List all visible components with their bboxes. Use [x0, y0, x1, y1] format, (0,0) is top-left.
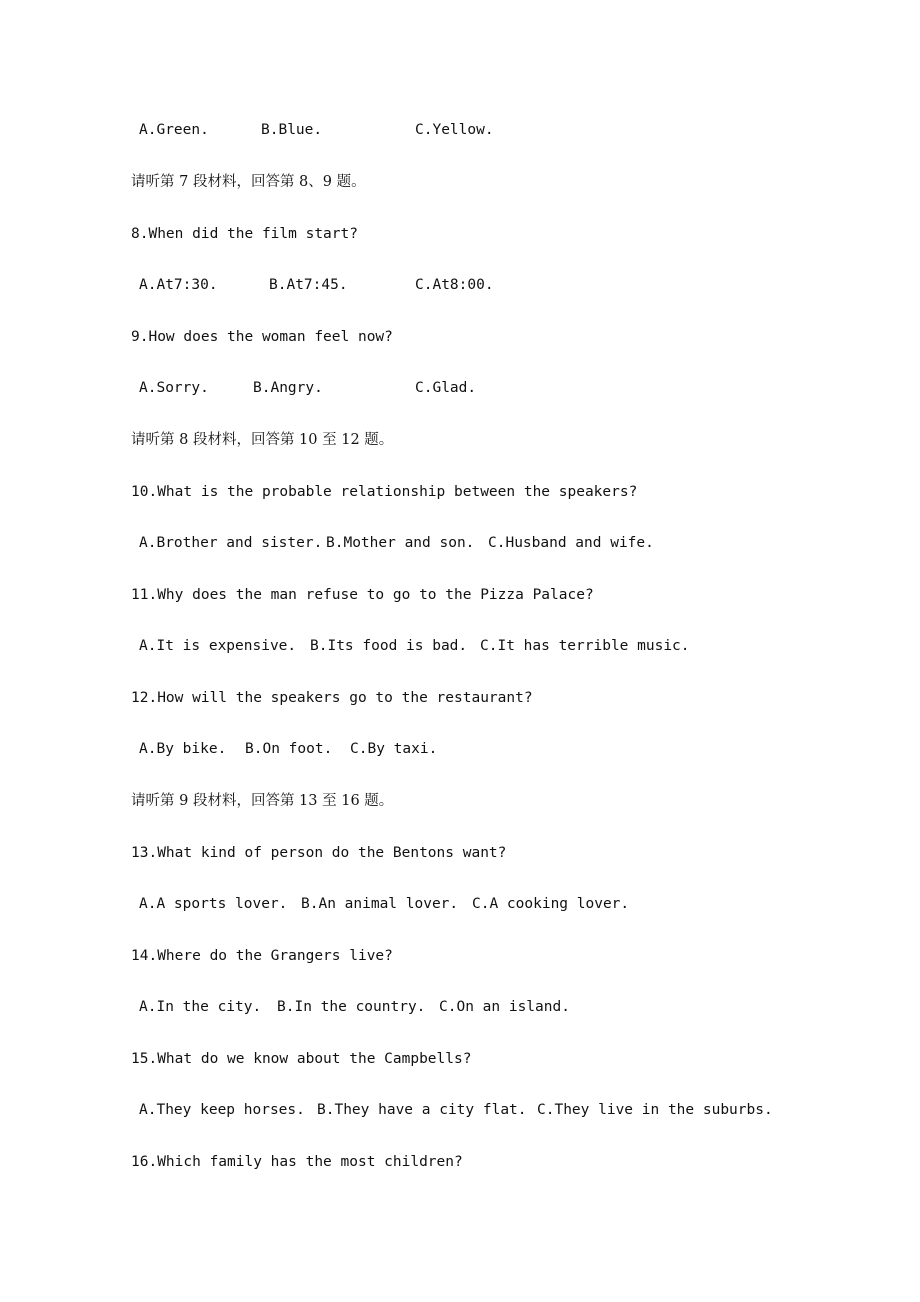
question-text: 14.Where do the Grangers live?: [131, 948, 393, 964]
section-instruction: 请听第 9 段材料，回答第 13 至 16 题。: [131, 793, 394, 809]
option-a: A.Sorry.: [139, 380, 209, 396]
option-c: C.At8:00.: [415, 277, 494, 293]
question-text: 12.How will the speakers go to the restaurant?: [131, 690, 533, 706]
option-b: B.Blue.: [261, 122, 323, 138]
option-c: C.By taxi.: [350, 741, 438, 757]
option-b: B.Angry.: [253, 380, 323, 396]
option-a: A.Brother and sister.: [139, 535, 323, 551]
question-text: 11.Why does the man refuse to go to the Pizza Palace?: [131, 587, 594, 603]
option-b: B.An animal lover.: [301, 896, 459, 912]
option-b: B.At7:45.: [269, 277, 348, 293]
question-text: 10.What is the probable relationship between the speakers?: [131, 484, 638, 500]
option-c: C.Yellow.: [415, 122, 494, 138]
option-a: A.In the city.: [139, 999, 262, 1015]
option-a: A.They keep horses.: [139, 1102, 305, 1118]
question-text: 8.When did the film start?: [131, 226, 358, 242]
option-a: A.Green.: [139, 122, 209, 138]
option-b: B.They have a city flat.: [317, 1102, 527, 1118]
option-b: B.On foot.: [245, 741, 333, 757]
option-a: A.By bike.: [139, 741, 227, 757]
option-a: A.A sports lover.: [139, 896, 288, 912]
question-text: 13.What kind of person do the Bentons want?: [131, 845, 507, 861]
question-text: 15.What do we know about the Campbells?: [131, 1051, 472, 1067]
question-text: 9.How does the woman feel now?: [131, 329, 393, 345]
option-b: B.Mother and son.: [326, 535, 475, 551]
option-c: C.It has terrible music.: [480, 638, 690, 654]
option-c: C.They live in the suburbs.: [537, 1102, 773, 1118]
option-c: C.On an island.: [439, 999, 570, 1015]
option-b: B.In the country.: [277, 999, 426, 1015]
option-c: C.Glad.: [415, 380, 477, 396]
option-c: C.A cooking lover.: [472, 896, 630, 912]
question-text: 16.Which family has the most children?: [131, 1154, 463, 1170]
section-instruction: 请听第 7 段材料，回答第 8、9 题。: [131, 174, 366, 190]
option-c: C.Husband and wife.: [488, 535, 654, 551]
option-a: A.At7:30.: [139, 277, 218, 293]
section-instruction: 请听第 8 段材料，回答第 10 至 12 题。: [131, 432, 394, 448]
option-b: B.Its food is bad.: [310, 638, 468, 654]
option-a: A.It is expensive.: [139, 638, 297, 654]
